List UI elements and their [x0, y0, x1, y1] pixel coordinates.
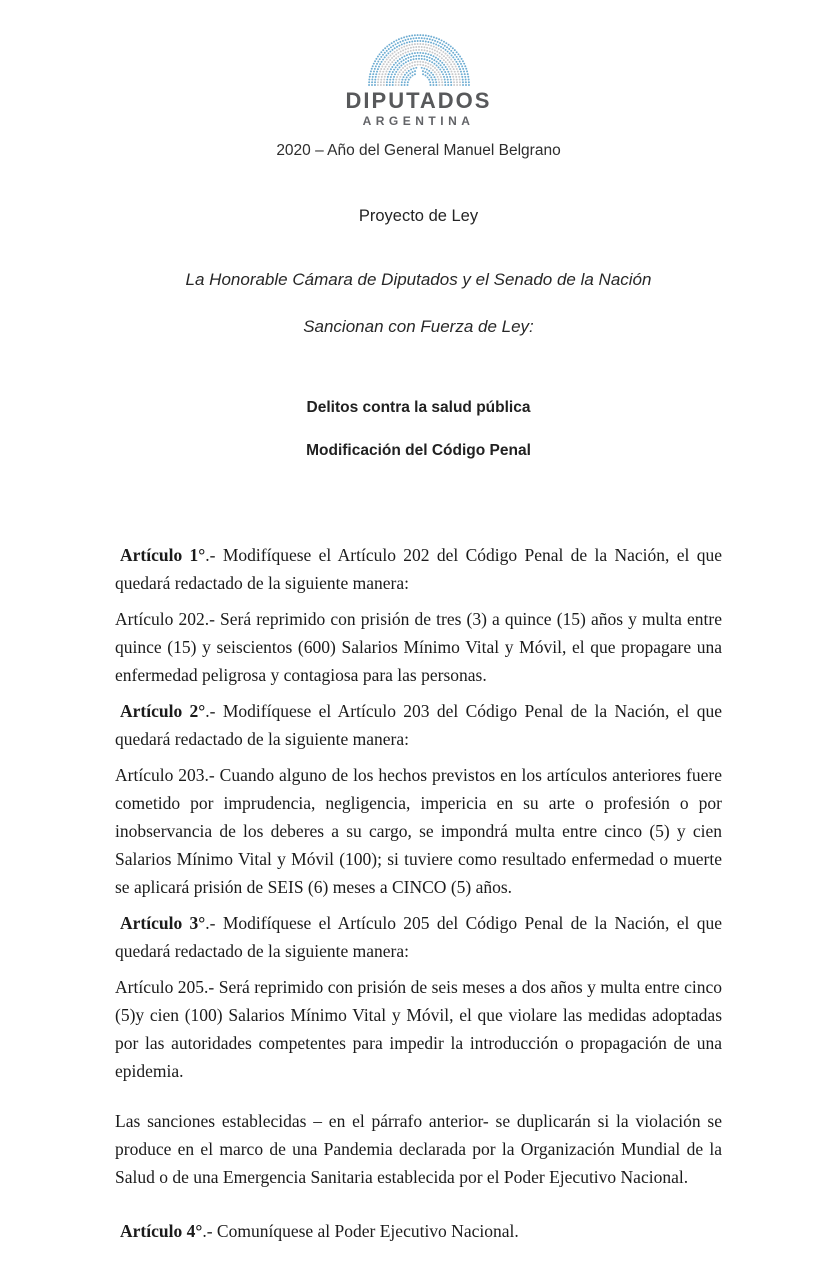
paragraph-text: Las sanciones establecidas – en el párrafo anterior- se duplicarán si la violación se produce en el marco de una Pandemia declarada por la Organización Mundial de la Salud o de una Emergencia Sanitaria establecida por el Poder Ejecutivo Nacional. [115, 1111, 722, 1187]
article-lead: Artículo 2° [120, 701, 206, 721]
paragraph-text: .- Modifíquese el Artículo 205 del Código Penal de la Nación, el que quedará redactado de la siguiente manera: [115, 913, 722, 961]
article-lead: Artículo 3° [120, 913, 206, 933]
paragraph-article-202 [115, 605, 722, 689]
paragraph-article-1 [115, 541, 722, 597]
paragraph-text: .- Comuníquese al Poder Ejecutivo Nacional. [202, 1221, 519, 1241]
logo-country: ARGENTINA [362, 114, 475, 128]
subject-line-2: Modificación del Código Penal [306, 442, 531, 459]
paragraph-article-203 [115, 761, 722, 901]
paragraph-article-205 [115, 973, 722, 1085]
paragraph-text: Artículo 205.- Será reprimido con prisión de seis meses a dos años y multa entre cinco (5)y cien (100) Salarios Mínimo Vital y Móvil, el que violare las medidas adoptadas por las autoridades competentes para impedir la introducción o propagación de una epidemia. [115, 977, 722, 1081]
document-body [0, 541, 837, 1245]
paragraph-text: Artículo 202.- Será reprimido con prisión de tres (3) a quince (15) años y multa entre quince (15) y seiscientos (600) Salarios Mínimo Vital y Móvil, el que propagare una enfermedad peligrosa y contagiosa para las personas. [115, 609, 722, 685]
paragraph-article-4 [115, 1217, 722, 1245]
hemicycle-dots-logo-icon [366, 30, 472, 87]
paragraph-text: .- Modifíquese el Artículo 203 del Código Penal de la Nación, el que quedará redactado de la siguiente manera: [115, 701, 722, 749]
subject-line-1: Delitos contra la salud pública [306, 399, 531, 416]
paragraph-article-2 [115, 697, 722, 753]
year-motto: 2020 – Año del General Manuel Belgrano [276, 142, 561, 159]
paragraph-text: Artículo 203.- Cuando alguno de los hechos previstos en los artículos anteriores fuere cometido por imprudencia, negligencia, impericia en su arte o profesión o por inobservancia de los deberes a su cargo, se impondrá multa entre cinco (5) y cien Salarios Mínimo Vital y Móvil (100); si tuviere como resultado enfermedad o muerte se aplicará prisión de SEIS (6) meses a CINCO (5) años. [115, 765, 722, 897]
letterhead [0, 0, 837, 160]
paragraph-text: .- Modifíquese el Artículo 202 del Código Penal de la Nación, el que quedará redactado de la siguiente manera: [115, 545, 722, 593]
article-lead: Artículo 1° [120, 545, 206, 565]
preamble-line-1: La Honorable Cámara de Diputados y el Senado de la Nación [185, 270, 652, 289]
article-lead: Artículo 4° [120, 1221, 203, 1241]
paragraph-sanciones [115, 1107, 722, 1191]
page-title: Proyecto de Ley [358, 207, 479, 225]
paragraph-article-3 [115, 909, 722, 965]
logo-wordmark: DIPUTADOS [345, 88, 492, 113]
preamble-line-2: Sancionan con Fuerza de Ley: [303, 317, 534, 336]
